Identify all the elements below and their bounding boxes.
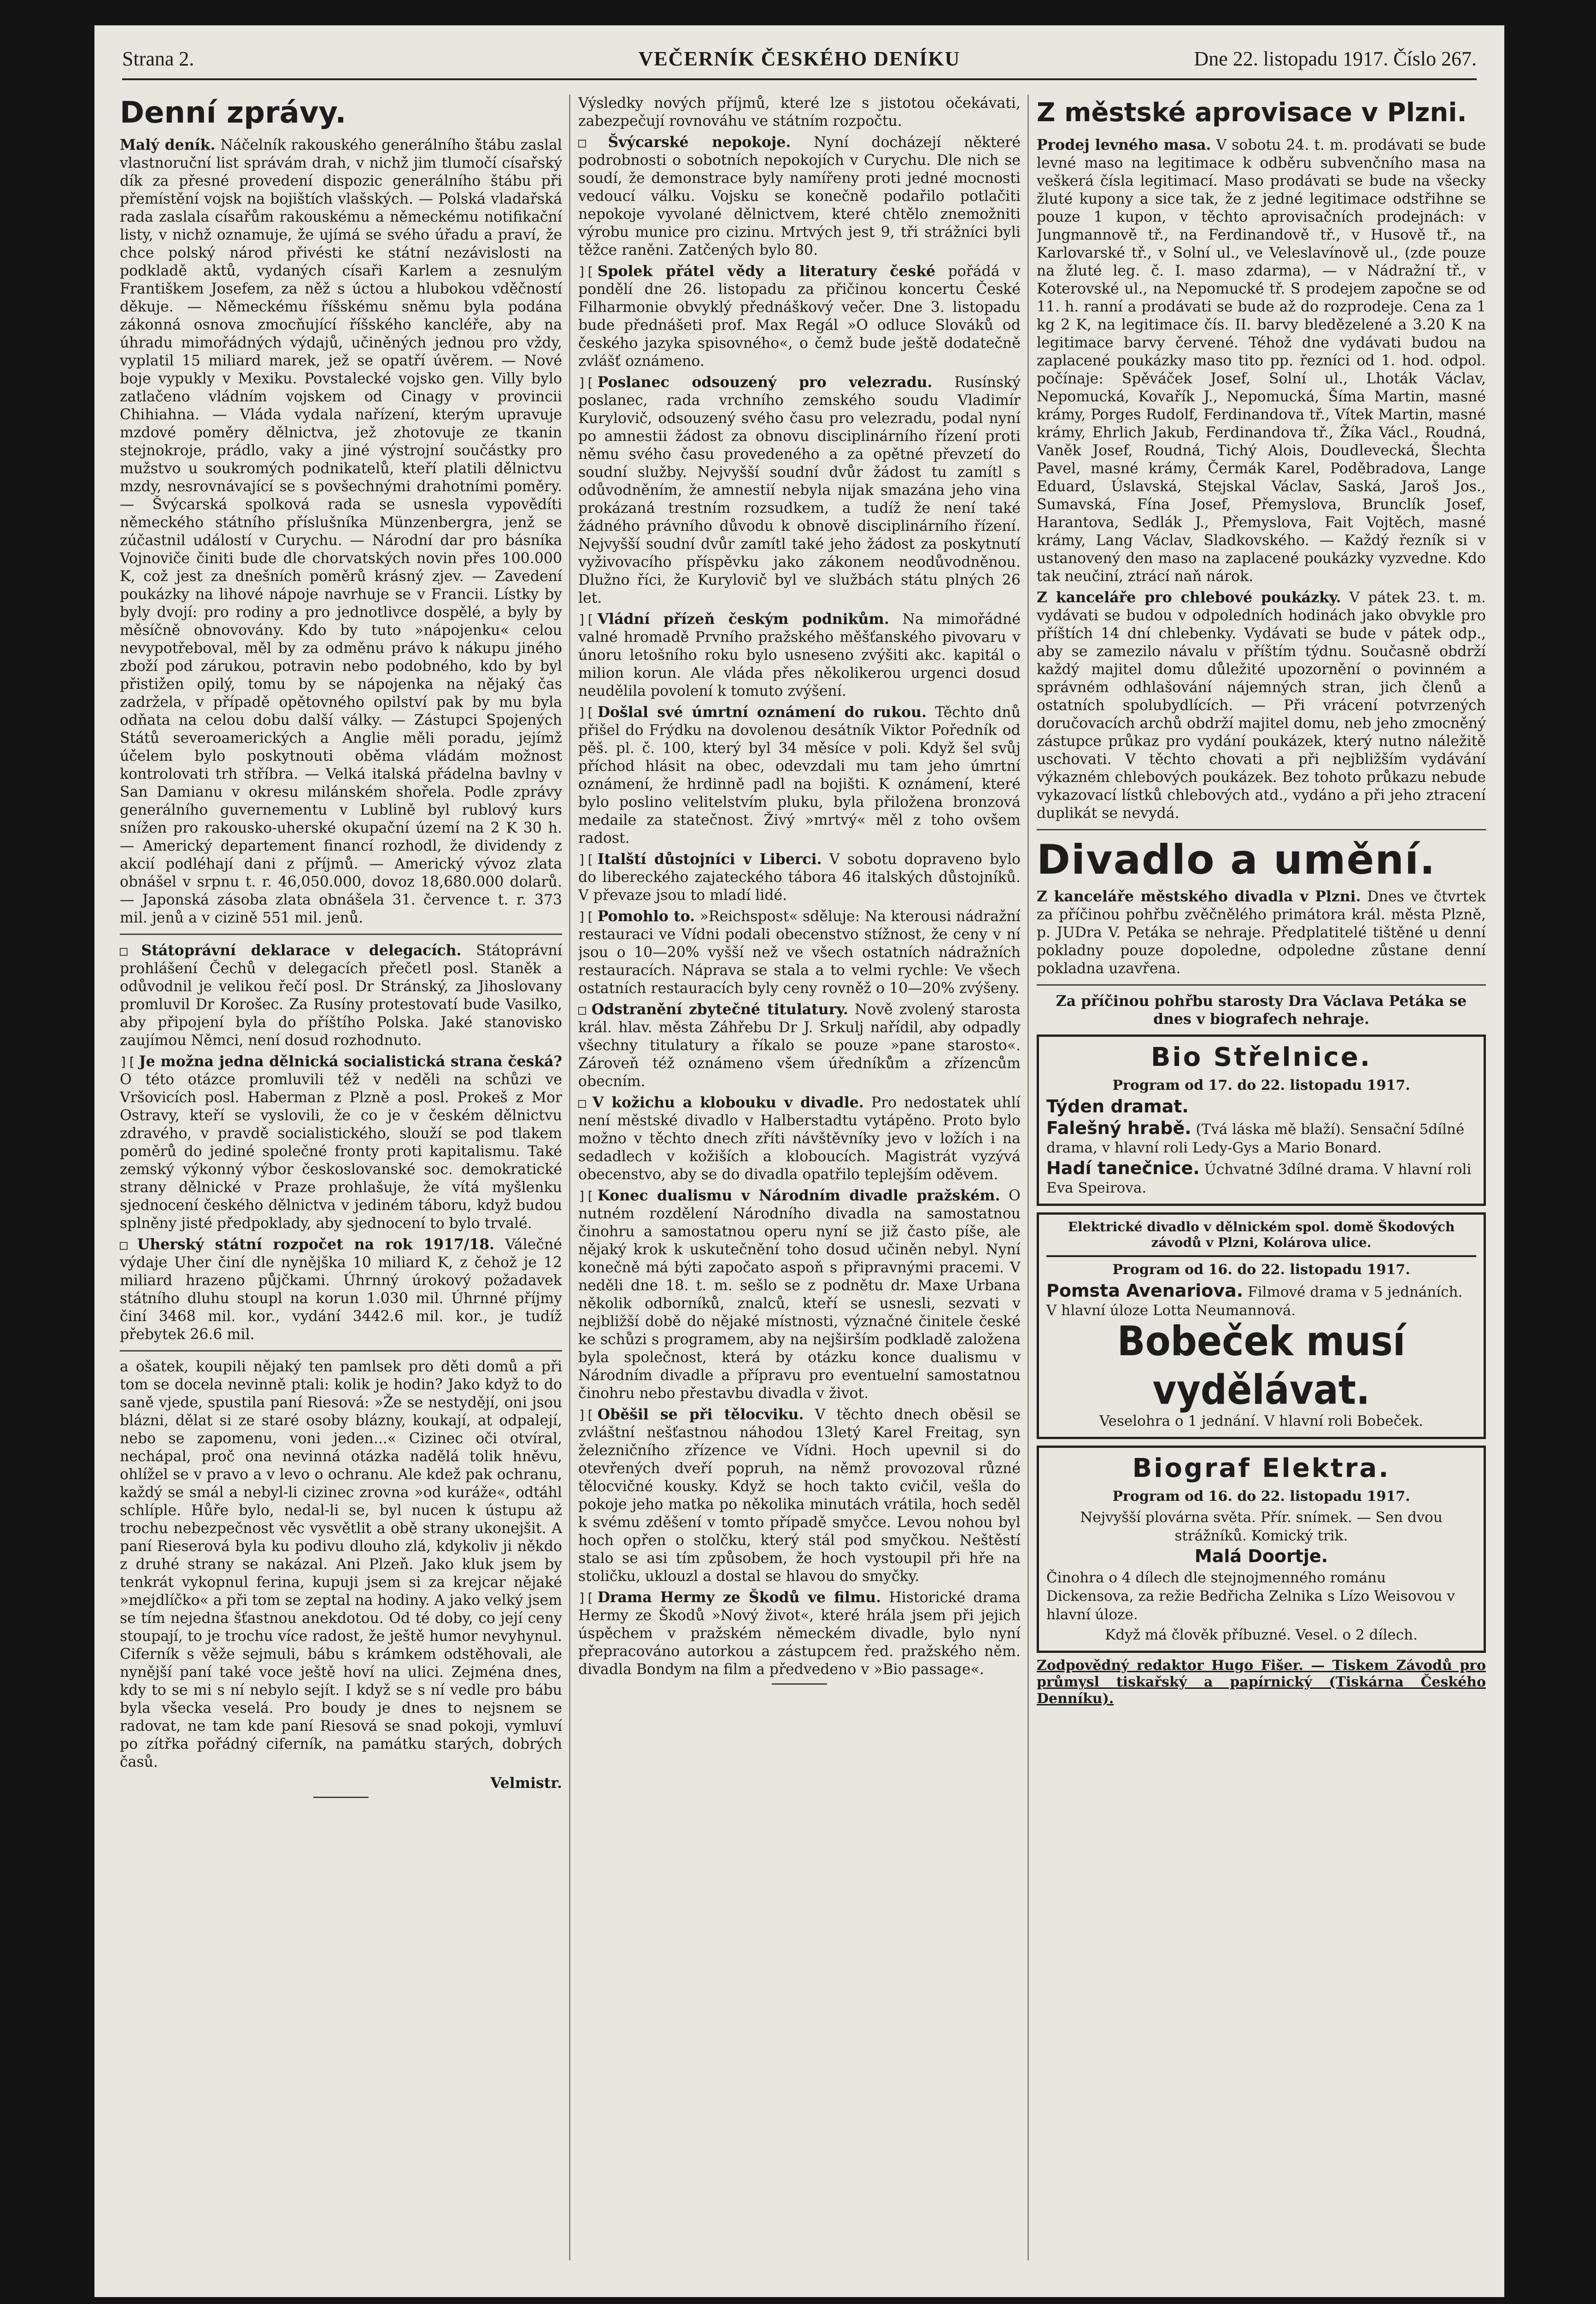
divider [1046, 1255, 1476, 1257]
article-body: Válečné výdaje Uher činí dle nynějška 10 miliard K, z čehož je 12 miliard hrazeno půjčkami. Úhrnný úrokový požadavek státního dluhu stoupl na korun 1.030 mil. Úhrnné příjmy činí 3468 mil. kor., vydání 3442.6 mil. kor., je tudíž přebytek 26.6 mil. [120, 1236, 562, 1343]
end-rule [772, 1683, 827, 1685]
article [578, 133, 1021, 259]
article-heading: Pomohlo to. [597, 908, 695, 925]
film-title: Malá Doortje. [1194, 1546, 1328, 1566]
article [578, 1093, 1021, 1184]
cinema-name: Elektrické divadlo v dělnickém spol. domě Škodových závodů v Plzni, Kolárova ulice. [1068, 1219, 1455, 1250]
article-body: O nutném rozdělení Národního divadla na samostatnou činohru a samostatnou operu nyní se již často píše, ale nějaký krok k uskutečnění toho dosud učiněn nebyl. Nyní konečně má býti započato aspoň s připravnými pracemi. V neděli dne 18. t. m. sešlo se z podnětu dr. Maxe Urbana několik odborníků, znalců, kteří se usnesli, sezvati v nejbližší době do nějaké místnosti, význačné činitele české ke schůzi s programem, aby na nejširším podkladě založena byla společnost, která by otázku konce dualismu v Národním divadle a přípravu pro eventuelní samostatnou činohru nebo přestavbu divadla v život. [578, 1187, 1021, 1402]
film-title: Pomsta Avenariova. [1046, 1281, 1244, 1301]
article-body: »Reichspost« sděluje: Na kterousi nádražní restauraci ve Vídni podali obecenstvo stížnost, že ceny v ní jsou o 10—20% vyšší než ve všech ostatních nádražních restauracích. Náprava se stala a to velmi rychle: Ve všech ostatních restauracích byly ceny rovněž o 10—20% zvýšeny. [578, 908, 1021, 997]
bracket-bullet-icon: ][ [578, 264, 594, 279]
article-body: Historické drama Hermy ze Škodů »Nový život«, které hrála jsem při jejich úspěchem v pražském německém divadle, bylo nyní přepracováno autorkou a zástupcem řed. pražského něm. divadla Bondym na film a předvedeno v »Bio passage«. [578, 1589, 1021, 1678]
bracket-bullet-icon: ][ [578, 705, 594, 720]
film-description: Filmové drama v 5 jednáních. V hlavní úloze Lotta Neumannová. [1046, 1284, 1463, 1319]
page-header [122, 41, 1477, 80]
article-body: Nově zvolený starosta král. hlav. města Záhřebu Dr J. Srkulj nařídil, aby odpadly všechny titulatury a říkalo se pouze »pane starosto«. Zároveň též oznámeno všem úředníkům a zřízencům obecním. [578, 1001, 1021, 1090]
article-heading: Je možna jedna dělnická socialistická strana česká? [139, 1053, 562, 1070]
article-body: Rusínský poslanec, rada vrchního zemského soudu Vladimír Kurylovič, odsouzený svého času pro velezradu, podal nyní po amnestii žádost za obnovu disciplinárního řízení proti němu svého času provedeného a za opětné převzetí do soudní služby. Nejvyšší soudní dvůr žádost tu zamítl s odůvodněním, že amnestií nebyla nijak smazána jeho vina prokázaná trestním rozsudkem, a tudíž že není také žádného právního důvodu k obnově disciplinárního řízení. Nejvyšší soudní dvůr zamítl také jeho žádost za poskytnutí vyživovacího příspěvku jako zákonem neodůvodněnou. Dlužno říci, že Kurylovič byl ve službách státu plných 26 let. [578, 374, 1021, 606]
column-1 [120, 94, 562, 2260]
bracket-bullet-icon: ][ [578, 1407, 594, 1422]
column-2 [578, 94, 1021, 2260]
article-heading: Drama Hermy ze Škodů ve filmu. [597, 1589, 881, 1606]
bracket-bullet-icon: ][ [120, 1054, 135, 1070]
square-bullet-icon: □ [120, 1237, 134, 1252]
masthead-title: VEČERNÍK ČESKÉHO DENÍKU [638, 47, 961, 70]
article-body: V těchto dnech oběsil se zvláštní nešťastnou náhodou 13letý Karel Freitag, syn železničního zřízence ve Vídni. Hoch upevnil si do otevřených dveří popruh, na němž provozoval různé tělocvičné kousky. Když se hoch takto cvičil, vešla do pokoje jeho matka po několika minutách vrátila, hoch seděl k svému zděšení v tomto případě smyčce. Levou nohou byl hoch opřen o stolčku, který stál pod smyčkou. Neštěstí stalo se asi tím způsobem, že hoch vystoupil při hře na stoličku, uklouzl a dostal se hlavou do smyčky. [578, 1406, 1021, 1585]
notice: Za příčinou pohřbu starosty Dra Václava Petáka se dnes v biografech nehraje. [1056, 993, 1467, 1028]
program-dates: Program od 16. do 22. listopadu 1917. [1112, 1488, 1410, 1505]
section-heading: Z městské aprovisace v Plzni. [1037, 98, 1467, 128]
article-heading: Z kanceláře městského divadla v Plzni. [1037, 888, 1361, 905]
article [120, 1052, 562, 1233]
column-rule [569, 94, 570, 2260]
article-heading: Uherský státní rozpočet na rok 1917/18. [137, 1236, 495, 1253]
article-heading: Švýcarské nepokoje. [608, 134, 791, 151]
feuilleton-text: a ošatek, koupili nějaký ten pamlsek pro děti domů a při tom se docela nevinně ptali: kolik je hodin? Jako když to do saně vjede, spustila paní Riesová: »Že se nestydějí, oni jsou blázni, dělat si ze staré osoby blázny, koukají, at odpalejí, nebo se zapomenu, voni jeden...« Cizinec oči otvíral, nechápal, proč ona nevinná otázka nadělá tolik hněvu, ohlížel se v pravo a v levo o ochranu. Ale kdež pak ochranu, každý se smál a nebyl-li cizinec zrovna »od kuráže«, odtáhl schlíple. Hůře bylo, nedal-li se, byl nucen k ústupu až trochu nebezpečnost věc vysvětlit a obě strany ukonejšit. A paní Rieserová byla ku podivu dlouho zlá, kdykoliv ji někdo z druhé strany se nakázal. Ani Plzeň. Jako kluk jsem by tenkrát vykopnul ferina, kupuji jsem si za krejcar nějaké »mejdlíčko« a při tom se zeptal na hodiny. A jako velký jsem se tím nejedna šťastnou anekdotou. Od té doby, co její ceny stoupají, to je trochu více radost, že ještě humor nevyhynul. Ciferník s věže sejmuli, bábu s krámkem odstěhovali, ale nynější paní také voce ještě hoví na ulici. Zejména dnes, kdy to se mi s ní nebylo sejít. I když se s ní vedle pro bábu byla všecka veselá. Pro boudy je dnes to nejsnem se radovat, ne tam kde paní Riesová se snad pokoji, vymluví po zítřka pořádný ciferník, na památku starých, dobrých časů. [120, 1358, 562, 1770]
article [1037, 888, 1486, 978]
article-heading: Státoprávní deklarace v delegacích. [141, 942, 462, 959]
article-body: Státoprávní prohlášení Čechů v delegacích přečetl posl. Staněk a odůvodnil je velikou řečí posl. Dr Stránský, za Jihoslovany promluvil Dr Korošec. Za Rusíny protestovatí bude Vasilko, aby připojení byla do příštího Polska. Jaké stanovisko zaujímou Němci, není dosud rozhodnuto. [120, 942, 562, 1049]
article-heading: Malý deník. [120, 136, 216, 153]
article [578, 1000, 1021, 1091]
film-listing [1046, 1281, 1476, 1320]
divider [1037, 829, 1486, 830]
cinema-ad-elektricke-divadlo [1037, 1212, 1486, 1439]
bracket-bullet-icon: ][ [578, 852, 594, 867]
film-listing [1046, 1119, 1476, 1157]
article-body: V pátek 23. t. m. vydávati se budou v odpoledních hodinách jako obvykle pro příštích 14 dní chlebenky. Vydávati se bude v pátek odp., aby se zamezilo návalu v příštím týdnu. Současně obdrží každý majitel domu důležité upozornění o povinném a správném odhlašování nájemných stran, jich členů a ostatních spolubydlících. — Při vrácení potvrzených doručovacích archů obdrží majitel domu, neb jeho zmocněný zástupce průkaz pro vydání poukázek, který nutno náležitě uschovati. V těchto chovati a při nejbližším vydávání výkazném chlebových poukázek. Bez tohoto průkazu nebude vykazovací lístků chlebových atd., vydáno a při jeho ztracení duplikát se nevydá. [1037, 589, 1486, 822]
film-title: Týden dramat. [1046, 1096, 1189, 1117]
article [1037, 588, 1486, 823]
film-listing [1046, 1547, 1476, 1567]
article-heading: Došlal své úmrtní oznámení do rukou. [597, 704, 927, 721]
article [578, 1588, 1021, 1679]
article-heading: Italští důstojníci v Liberci. [597, 851, 822, 868]
bracket-bullet-icon: ][ [578, 1590, 594, 1605]
article [578, 907, 1021, 998]
film-title: Falešný hrabě. [1046, 1118, 1191, 1138]
column-rule [1027, 94, 1029, 2260]
film-description: (Tvá láska mě blaží). Sensační 5dílné drama, v hlavní roli Ledy-Gys a Mario Bonard. [1046, 1121, 1465, 1156]
cinema-name: Bio Střelnice. [1150, 1042, 1372, 1072]
film-description: Když má člověk příbuzné. Vesel. o 2 dílech. [1105, 1627, 1418, 1643]
imprint: Zodpovědný redaktor Hugo Fišer. — Tiskem Závodů pro průmysl tiskařský a papírnický (Tiskárna Českého Denníku). [1037, 1657, 1486, 1707]
article [120, 1235, 562, 1344]
program-dates: Program od 17. do 22. listopadu 1917. [1112, 1077, 1410, 1093]
film-listing [1046, 1097, 1476, 1117]
square-bullet-icon: □ [120, 943, 138, 958]
article-heading: Vládní přízeň českým podnikům. [597, 611, 889, 628]
square-bullet-icon: □ [578, 1002, 588, 1017]
cinema-ad-bio-strelnice [1037, 1034, 1486, 1206]
divider [1037, 984, 1486, 986]
article-body: Těchto dnů přišel do Frýdku na dovolenou desátník Viktor Poředník od pěš. pl. č. 100, který byl 34 měsíce v poli. Když šel svůj příchod hlásit na obec, odevzdali mu tam jeho úmrtní oznámení, že hrdinně padl na bojišti. K oznámení, které bylo poslino velitelstvím pluku, byla přiložena bronzová medaile za statečnost. Živý »mrtvý« měl z toho ovšem radost. [578, 704, 1021, 846]
article-body: V sobotu 24. t. m. prodávati se bude levné maso na legitimace k odběru subvenčního masa na veškerá čísla legitimací. Maso prodávati se bude na všecky žluté kupony a sice tak, že z jedné legitimace odstřihne se pouze 1 kupon, v těchto aprovisačních prodejnách: v Jungmannově tř., na Ferdinandově tř., v Husově tř., na Karlovarské tř., v Solní ul., ve Veleslavínově ul., (zde pouze na žluté leg. č. I. maso zdarma), — v Nádražní tř., v Koterovské ul., na Nepomucké tř. S prodejem započne se od 11. h. ranní a prodávati se bude až do rozprodeje. Cena za 1 kg 2 K, na legitimace čís. II. barvy bledězelené a 3.20 K na legitimace barvy červené. Téhož dne vydávati budou na zaplacené poukázky maso tito pp. řezníci od 1. hod. odpol. počínaje: Spěváček Josef, Solní ul., Lhoták Václav, Nepomucká, Kovařík J., Nepomucká, Šíma Martin, masné krámy, Porges Rudolf, Ferdinandova tř., Vítek Martin, masné krámy, Ehrlich Jakub, Ferdinandova tř., Žíka Václ., Roudná, Vaněk Josef, Roudná, Tichý Alois, Doudlevecká, Šlechta Pavel, masné krámy, Čermák Karel, Poděbradova, Lange Eduard, Úslavská, Stejskal Václav, Saská, Jaroš Jos., Sumavská, Fína Josef, Přemyslova, Brunclík Josef, Harantova, Sedlák J., Přemyslova, Fait Vojtěch, masné krámy, Lang Václav, Sladkovského. — Každý řezník si v ustanovený den maso na zaplacené poukázky vyzvedne. Kdo tak neučiní, ztrácí naň nárok. [1037, 137, 1486, 585]
article [578, 373, 1021, 607]
film-title: Hadí tanečnice. [1046, 1158, 1200, 1178]
article-heading: Konec dualismu v Národním divadle pražském. [597, 1187, 1000, 1204]
article-body: O této otázce promluvili též v neděli na schůzi ve Vršovicích posl. Haberman z Plzně a posl. Prokeš z Mor Ostravy, kteří se vyslovili, že co je v českém dělnictvu zdravého, v pravdě socialistického, slouží se pod tlakem poměrů do jediné společné fronty proti kapitalismu. Také zemský výkonný výbor českoslovanské soc. demokratické strany dělnické v Praze prohlašuje, že vítá myšlenku sjednocení českého dělnictva v jediném táboru, když budou splněny jisté předpoklady, aby sjednocení to bylo trvalé. [120, 1071, 562, 1232]
bracket-bullet-icon: ][ [578, 375, 594, 390]
article-heading: Odstranění zbytečné titulatury. [591, 1001, 848, 1018]
article [578, 703, 1021, 847]
article-body: V sobotu dopraveno bylo do libereckého zajateckého tábora 46 italských důstojníků. V převaze jsou to mladí lidé. [578, 851, 1021, 904]
article [120, 941, 562, 1050]
article-continuation: Výsledky nových příjmů, které lze s jistotou očekávati, zabezpečují rovnováhu ve státním rozpočtu. [578, 95, 1021, 129]
article-body: Náčelník rakouského generálního štábu zaslal vlastnoruční list správám drah, v nichž jim tlumočí císařský dík za přesné provedení dispozic generálního štábu při přemístění vojsk na bojištích vlašských. — Polská vladařská rada zaslala císařům rakouskému a německému notifikační listy, v nichž oznamuje, že ujímá se svého úřadu a praví, že chce polský národ přivésti ke státní nezávislosti na podkladě aktů, vydaných císaři Karlem a zesnulým Františkem Josefem, za něž s úctou a hlubokou vděčností děkuje. — Německému říšskému sněmu byla podána zákonná osnova zmocňující říšského kancléře, aby na úhradu mimořádných výdajů, učiněných jednou pro vždy, vyplatil 15 miliard marek, jež se opatří úvěrem. — Nové boje vypukly v Mexiku. Povstalecké vojsko gen. Villy bylo zatlačeno vládním vojskem od Cinagy v provincii Chihiahna. — Vláda vydala nařízení, kterým upravuje mzdové poměry dělnictva, jež zhotovuje ze tkanin stejnokroje, prádlo, vaky a jiné výstrojní součástky pro mužstvo u soukromých podnikatelů, kteří platili dělnictvu mzdy, nesrovnávající se s povšechnými drahotními poměry. — Švýcarská spolková rada se usnesla vypovědíti německého státního příslušníka Münzenbergra, jenž se zúčastnil událostí v Curychu. — Národní dar pro básníka Vojnoviče činiti bude dle chorvatských novin přes 100.000 K, což jest za dnešních poměrů krásný zjev. — Zavedení poukázky na lihové nápoje navrhuje se v Francii. Lístky by byly dvojí: pro rodiny a pro jednotlivce dospělé, a byly by měsíčně obnovovány. Kdo by tuto »nápojenku« celou nevypotřeboval, měl by za odměnu právo k nákupu jiného zboží pod zárukou, potravin nebo podobného, kdo by byl přistižen opilý, tomu by se nápojenka na nějaký čas zadržela, v případě opětovného opilství pak by mu byla odňata na celou dobu další války. — Zástupci Spojených Států severoamerických a Anglie měli poradu, jejímž účelem bylo poskytnouti oběma vládám možnost kontrolovati trh stříbra. — Velká italská přádelna bavlny v San Damianu v okresu milánském shořela. Podle zprávy generálního guvernementu v Lublině byl rublový kurs snížen pro rakousko-uherské okupační území na 2 K 30 h. — Americký departement financí rozhodl, že dividendy z akcií podléhají dani z příjmů. — Americký vývoz zlata obnášel v srpnu t. r. 46,050.000, dovoz 18,680.000 dolarů. — Japonská zásoba zlata obnášela 31. července t. r. 373 mil. jenů a v cizině 551 mil. jenů. [120, 137, 562, 926]
article-body: Nyní docházejí některé podrobnosti o sobotních nepokojích v Curychu. Dle nich se soudí, že demonstrace byly namířeny proti jedné mocnosti vedoucí válku. Vojsku se konečně podařilo potlačiti nepokoje vyvolané dělnictvem, které chtělo znemožniti výrobu munice pro cizinu. Mrtvých jest 9, tři strážníci byli těžce raněni. Zatčených bylo 80. [578, 134, 1021, 259]
article [1037, 136, 1486, 586]
cinema-ad-biograf-elektra [1037, 1446, 1486, 1653]
column-3 [1037, 94, 1486, 2260]
square-bullet-icon: □ [578, 135, 604, 150]
issue-date: Dne 22. listopadu 1917. Číslo 267. [1194, 47, 1477, 70]
article [578, 1187, 1021, 1403]
article-heading: Oběšil se při tělocviku. [597, 1406, 804, 1423]
bracket-bullet-icon: ][ [578, 612, 594, 627]
article [578, 262, 1021, 370]
article-heading: V kožichu a klobouku v divadle. [592, 1094, 864, 1111]
section-heading: Divadlo a umění. [1037, 836, 1436, 883]
square-bullet-icon: □ [578, 1095, 589, 1111]
program-dates: Program od 16. do 22. listopadu 1917. [1112, 1262, 1410, 1278]
end-rule [313, 1797, 369, 1798]
newspaper-page [94, 25, 1504, 2297]
article [578, 850, 1021, 905]
page-number: Strana 2. [122, 47, 194, 70]
article [578, 610, 1021, 700]
bracket-bullet-icon: ][ [578, 909, 594, 924]
author-signature: Velmistr. [490, 1775, 562, 1792]
film-description: Úchvatné 3dílné drama. V hlavní roli Eva Speirova. [1046, 1161, 1472, 1196]
film-description: Činohra o 4 dílech dle stejnojmenného románu Dickensova, za režie Bedřicha Zelnika s Lízo Weisovou v hlavní úloze. [1046, 1569, 1455, 1623]
article-body: pořádá v pondělí dne 26. listopadu za přičinou koncertu České Filharmonie obvyklý přednáškový večer. Dne 3. listopadu bude přednášeti prof. Max Regál »O odluce Slováků od českého jazyka spisovného«, o čemž bude ještě dodatečně zvlášť oznámeno. [578, 263, 1021, 370]
article-heading: Z kanceláře pro chlebové poukázky. [1037, 589, 1341, 606]
article-body: Na mimořádné valné hromadě Prvního pražského měšťanského pivovaru v únoru letošního roku bylo usneseno zvýšiti akc. kapitál o milion korun. Ale vláda přes několikerou urgenci dosud neudělila povolení k tomuto zvýšení. [578, 611, 1021, 699]
section-heading: Denní zprávy. [120, 96, 346, 130]
article-heading: Poslanec odsouzený pro velezradu. [597, 374, 933, 391]
cinema-name: Biograf Elektra. [1132, 1453, 1391, 1483]
article-heading: Spolek přátel vědy a literatury české [597, 263, 936, 280]
featured-film-title: Bobeček musí vydělávat. [1117, 1317, 1406, 1414]
article [120, 136, 562, 927]
article-body: Pro nedostatek uhlí není městské divadlo v Halberstadtu vytápěno. Proto bylo možno v těchto dnech zříti návštěvníky jevo v ložích i na sedadlech v kožiších a kloboucích. Magistrát vyzývá obecenstvo, aby se do divadla opatřilo teplejším oděvem. [578, 1094, 1021, 1183]
article-body: Dnes ve čtvrtek za příčinou pohřbu zvěčnělého primátora král. města Plzně, p. JUDra V. Petáka se nehraje. Předplatitelé tištěné u denní pokladny pouze dopoledne, odpoledne zůstane denní pokladna uzavřena. [1037, 888, 1486, 977]
film-description: Veselohra o 1 jednání. V hlavní roli Bobeček. [1099, 1413, 1423, 1429]
divider [120, 934, 562, 935]
film-listing [1046, 1159, 1476, 1197]
article [578, 1405, 1021, 1586]
bracket-bullet-icon: ][ [578, 1188, 594, 1204]
divider [120, 1350, 562, 1352]
film-description: Nejvyšší plovárna světa. Přír. snímek. — Sen dvou strážníků. Komický trik. [1080, 1509, 1443, 1544]
article-heading: Prodej levného masa. [1037, 136, 1211, 153]
